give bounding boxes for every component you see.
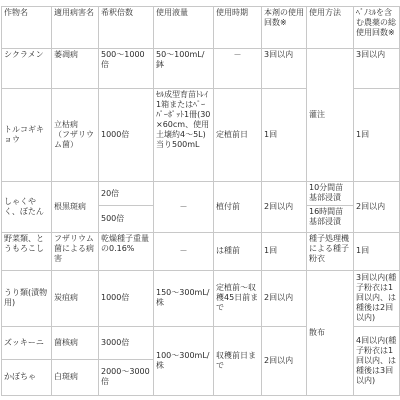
method-cell: 種子処理機による種子粉衣	[307, 232, 354, 270]
table-row	[2, 270, 400, 326]
method-cell: 灌注	[307, 49, 354, 181]
crop-cell: シクラメン	[2, 49, 52, 88]
table-row	[2, 232, 400, 270]
total-count-cell: 1回	[354, 88, 400, 181]
timing-cell: 植付前	[214, 181, 262, 232]
dilution-cell: 1000倍	[99, 88, 154, 181]
header-method: 使用方法	[307, 7, 354, 49]
disease-cell: 根黒斑病	[52, 181, 99, 232]
dilution-cell: 2000～3000倍	[99, 359, 154, 395]
header-volume: 使用液量	[154, 7, 214, 49]
crop-cell: しゃくやく、ぼたん	[2, 181, 52, 232]
method-cell: 16時間苗基部浸漬	[307, 206, 354, 232]
timing-cell: 定植前日	[214, 88, 262, 181]
timing-cell: 定植前～収穫45日前まで	[214, 270, 262, 326]
use-count-cell: 2回以内	[262, 327, 307, 396]
header-disease: 適用病害名	[52, 7, 99, 49]
header-total-count: ﾍﾞﾉﾐﾙを含む農薬の総使用回数※	[354, 7, 400, 49]
dilution-cell: 乾燥種子重量の0.16%	[99, 232, 154, 270]
total-count-cell: 3回以内	[354, 49, 400, 88]
volume-cell: 100～300mL/株	[154, 327, 214, 396]
volume-cell: 50～100mL/鉢	[154, 49, 214, 88]
dilution-cell: 3000倍	[99, 327, 154, 360]
crop-cell: かぼちゃ	[2, 359, 52, 395]
total-count-cell: 1回	[354, 232, 400, 270]
volume-cell: －	[154, 181, 214, 232]
header-use-count: 本剤の使用回数※	[262, 7, 307, 49]
timing-cell: －	[214, 49, 262, 88]
header-crop: 作物名	[2, 7, 52, 49]
header-timing: 使用時期	[214, 7, 262, 49]
disease-cell: 白斑病	[52, 359, 99, 395]
use-count-cell: 1回	[262, 88, 307, 181]
header-row	[2, 7, 400, 49]
disease-cell: 萎凋病	[52, 49, 99, 88]
use-count-cell: 2回以内	[262, 181, 307, 232]
total-count-cell: 4回以内(種子粉衣は1回以内、は種後は3回以内)	[354, 327, 400, 396]
total-count-cell: 3回以内(種子粉衣は1回以内、は種後は2回以内)	[354, 270, 400, 326]
timing-cell: 収穫前日まで	[214, 327, 262, 396]
total-count-cell: 2回以内	[354, 181, 400, 232]
use-count-cell: 2回以内	[262, 270, 307, 326]
timing-cell: は種前	[214, 232, 262, 270]
crop-cell: うり類(漬物用)	[2, 270, 52, 326]
dilution-cell: 20倍	[99, 181, 154, 205]
disease-cell: 炭疽病	[52, 270, 99, 326]
dilution-cell: 500倍	[99, 206, 154, 232]
volume-cell: ｾﾙ成型育苗ﾄﾚｲ1箱またはﾍﾟｰﾊﾟｰﾎﾟｯﾄ1冊(30×60cm、使用土壌約4～5L)当り500mL	[154, 88, 214, 181]
method-cell: 10分間苗基部浸漬	[307, 181, 354, 205]
table-row	[2, 181, 400, 205]
crop-cell: 野菜類、とうもろこし	[2, 232, 52, 270]
crop-cell: トルコギキョウ	[2, 88, 52, 181]
use-count-cell: 3回以内	[262, 49, 307, 88]
disease-cell: 菌核病	[52, 327, 99, 360]
pesticide-usage-table	[1, 6, 400, 396]
dilution-cell: 1000倍	[99, 270, 154, 326]
use-count-cell: 1回	[262, 232, 307, 270]
disease-cell: 立枯病 （フザリウム菌）	[52, 88, 99, 181]
volume-cell: －	[154, 232, 214, 270]
table-row	[2, 49, 400, 88]
crop-cell: ズッキーニ	[2, 327, 52, 360]
method-cell: 散布	[307, 270, 354, 395]
dilution-cell: 500～1000倍	[99, 49, 154, 88]
disease-cell: フザリウム菌による病害	[52, 232, 99, 270]
volume-cell: 150～300mL/株	[154, 270, 214, 326]
header-dilution: 希釈倍数	[99, 7, 154, 49]
